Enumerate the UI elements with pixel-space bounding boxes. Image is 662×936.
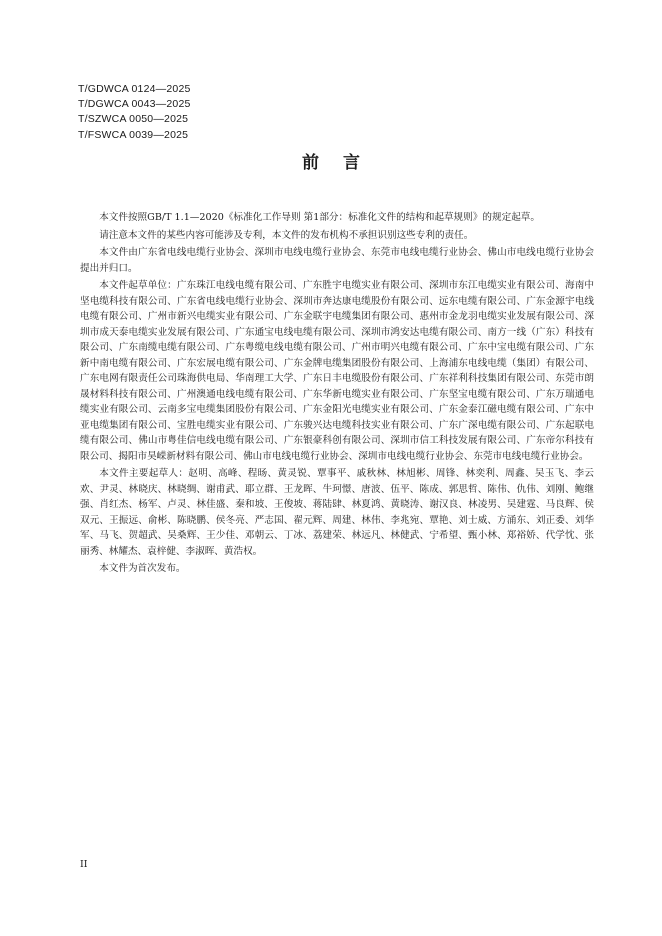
standard-code-3: T/SZWCA 0050—2025 — [78, 113, 189, 126]
paragraph-proposer: 本文件由广东省电线电缆行业协会、深圳市电线电缆行业协会、东莞市电线电缆行业协会、佛山市电线电缆行业协会提出并归口。 — [80, 247, 594, 274]
paragraph-main-drafters: 本文件主要起草人：赵明、高峰、程旸、黄灵锐、覃事平、戚秋林、林旭彬、周锋、林奕利、周鑫、吴玉飞、李云欢、尹灵、林晓庆、林晓绸、谢甫武、耶立群、王龙晖、牛珂憬、唐波、伍平、陈成、郭思哲、陈伟、仇伟、刘刚、鲍继强、肖红杰、杨军、卢灵、林佳盛、秦和坡、王俊坡、蒋陆肆、林夏鸿、黄晓涛、谢汉良、林凌男、吴建霆、马良辉、侯双元、王振远、俞彬、陈晓鹏、侯冬亮、严志国、翟元辉、周建、林伟、李兆宛、覃艳、刘士威、方涌东、刘正委、刘华军、马飞、贺超武、吴桑辉、王少佳、邓朝云、丁冰、荔建荣、林远凡、林健武、宁希望、甄小林、郑裕娇、代学忱、张丽秀、林耀杰、袁梓健、李淑晖、黄浩权。 — [80, 468, 594, 557]
page-title: 前言 — [302, 153, 384, 173]
paragraph-drafting-rules: 本文件按照GB/T 1.1—2020《标准化工作导则 第1部分：标准化文件的结构和起草规则》的规定起草。 — [99, 212, 540, 223]
page-number: II — [80, 859, 88, 870]
paragraph-drafting-units: 本文件起草单位：广东珠江电线电缆有限公司、广东胜宇电缆实业有限公司、深圳市东江电缆实业有限公司、海南中坚电缆科技有限公司、广东省电线电缆行业协会、深圳市奔达康电缆股份有限公司、远东电缆有限公司、广东金源宇电线电缆有限公司、广州市新兴电缆实业有限公司、广东金联宇电缆集团有限公司、惠州市金龙羽电缆实业发展有限公司、深圳市成天泰电缆实业发展有限公司、广东通宝电线电缆有限公司、深圳市鸿安达电缆有限公司、南方一线（广东）科技有限公司、广东南缆电缆有限公司、广东粤缆电线电缆有限公司、广州市明兴电缆有限公司、广东中宝电缆有限公司、广东新中南电缆有限公司、广东宏展电缆有限公司、广东金牌电缆集团股份有限公司、上海浦东电线电缆（集团）有限公司、广东电网有限责任公司珠海供电局、华南理工大学、广东日丰电缆股份有限公司、广东祥利科技集团有限公司、东莞市朗晟材料科技有限公司、广州澳通电线电缆有限公司、广东华新电缆实业有限公司、广东坚宝电缆有限公司、广东万瑞通电缆实业有限公司、云南多宝电缆集团股份有限公司、广东金阳光电缆实业有限公司、广东金泰江磁电缆有限公司、广东中亚电缆集团有限公司、宝胜电缆实业有限公司、广东骏兴达电缆科技实业有限公司、广东广深电缆有限公司、广东起联电缆有限公司、佛山市粤佳信电线电缆有限公司、广东银豪科创有限公司、深圳市信工科技发展有限公司、广东帝尔科技有限公司、揭阳市昊嵘新材料有限公司、佛山市电线电缆行业协会、深圳市电线电缆行业协会、东莞市电线电缆行业协会。 — [80, 280, 594, 462]
paragraph-patent-notice: 请注意本文件的某些内容可能涉及专利，本文件的发布机构不承担识别这些专利的责任。 — [99, 229, 474, 241]
paragraph-first-release: 本文件为首次发布。 — [99, 563, 186, 574]
standard-code-2: T/DGWCA 0043—2025 — [78, 98, 191, 111]
foreword-body — [80, 210, 594, 579]
standard-code-1: T/GDWCA 0124—2025 — [78, 83, 191, 95]
standard-codes-block — [78, 82, 191, 143]
standard-code-4: T/FSWCA 0039—2025 — [78, 128, 189, 141]
